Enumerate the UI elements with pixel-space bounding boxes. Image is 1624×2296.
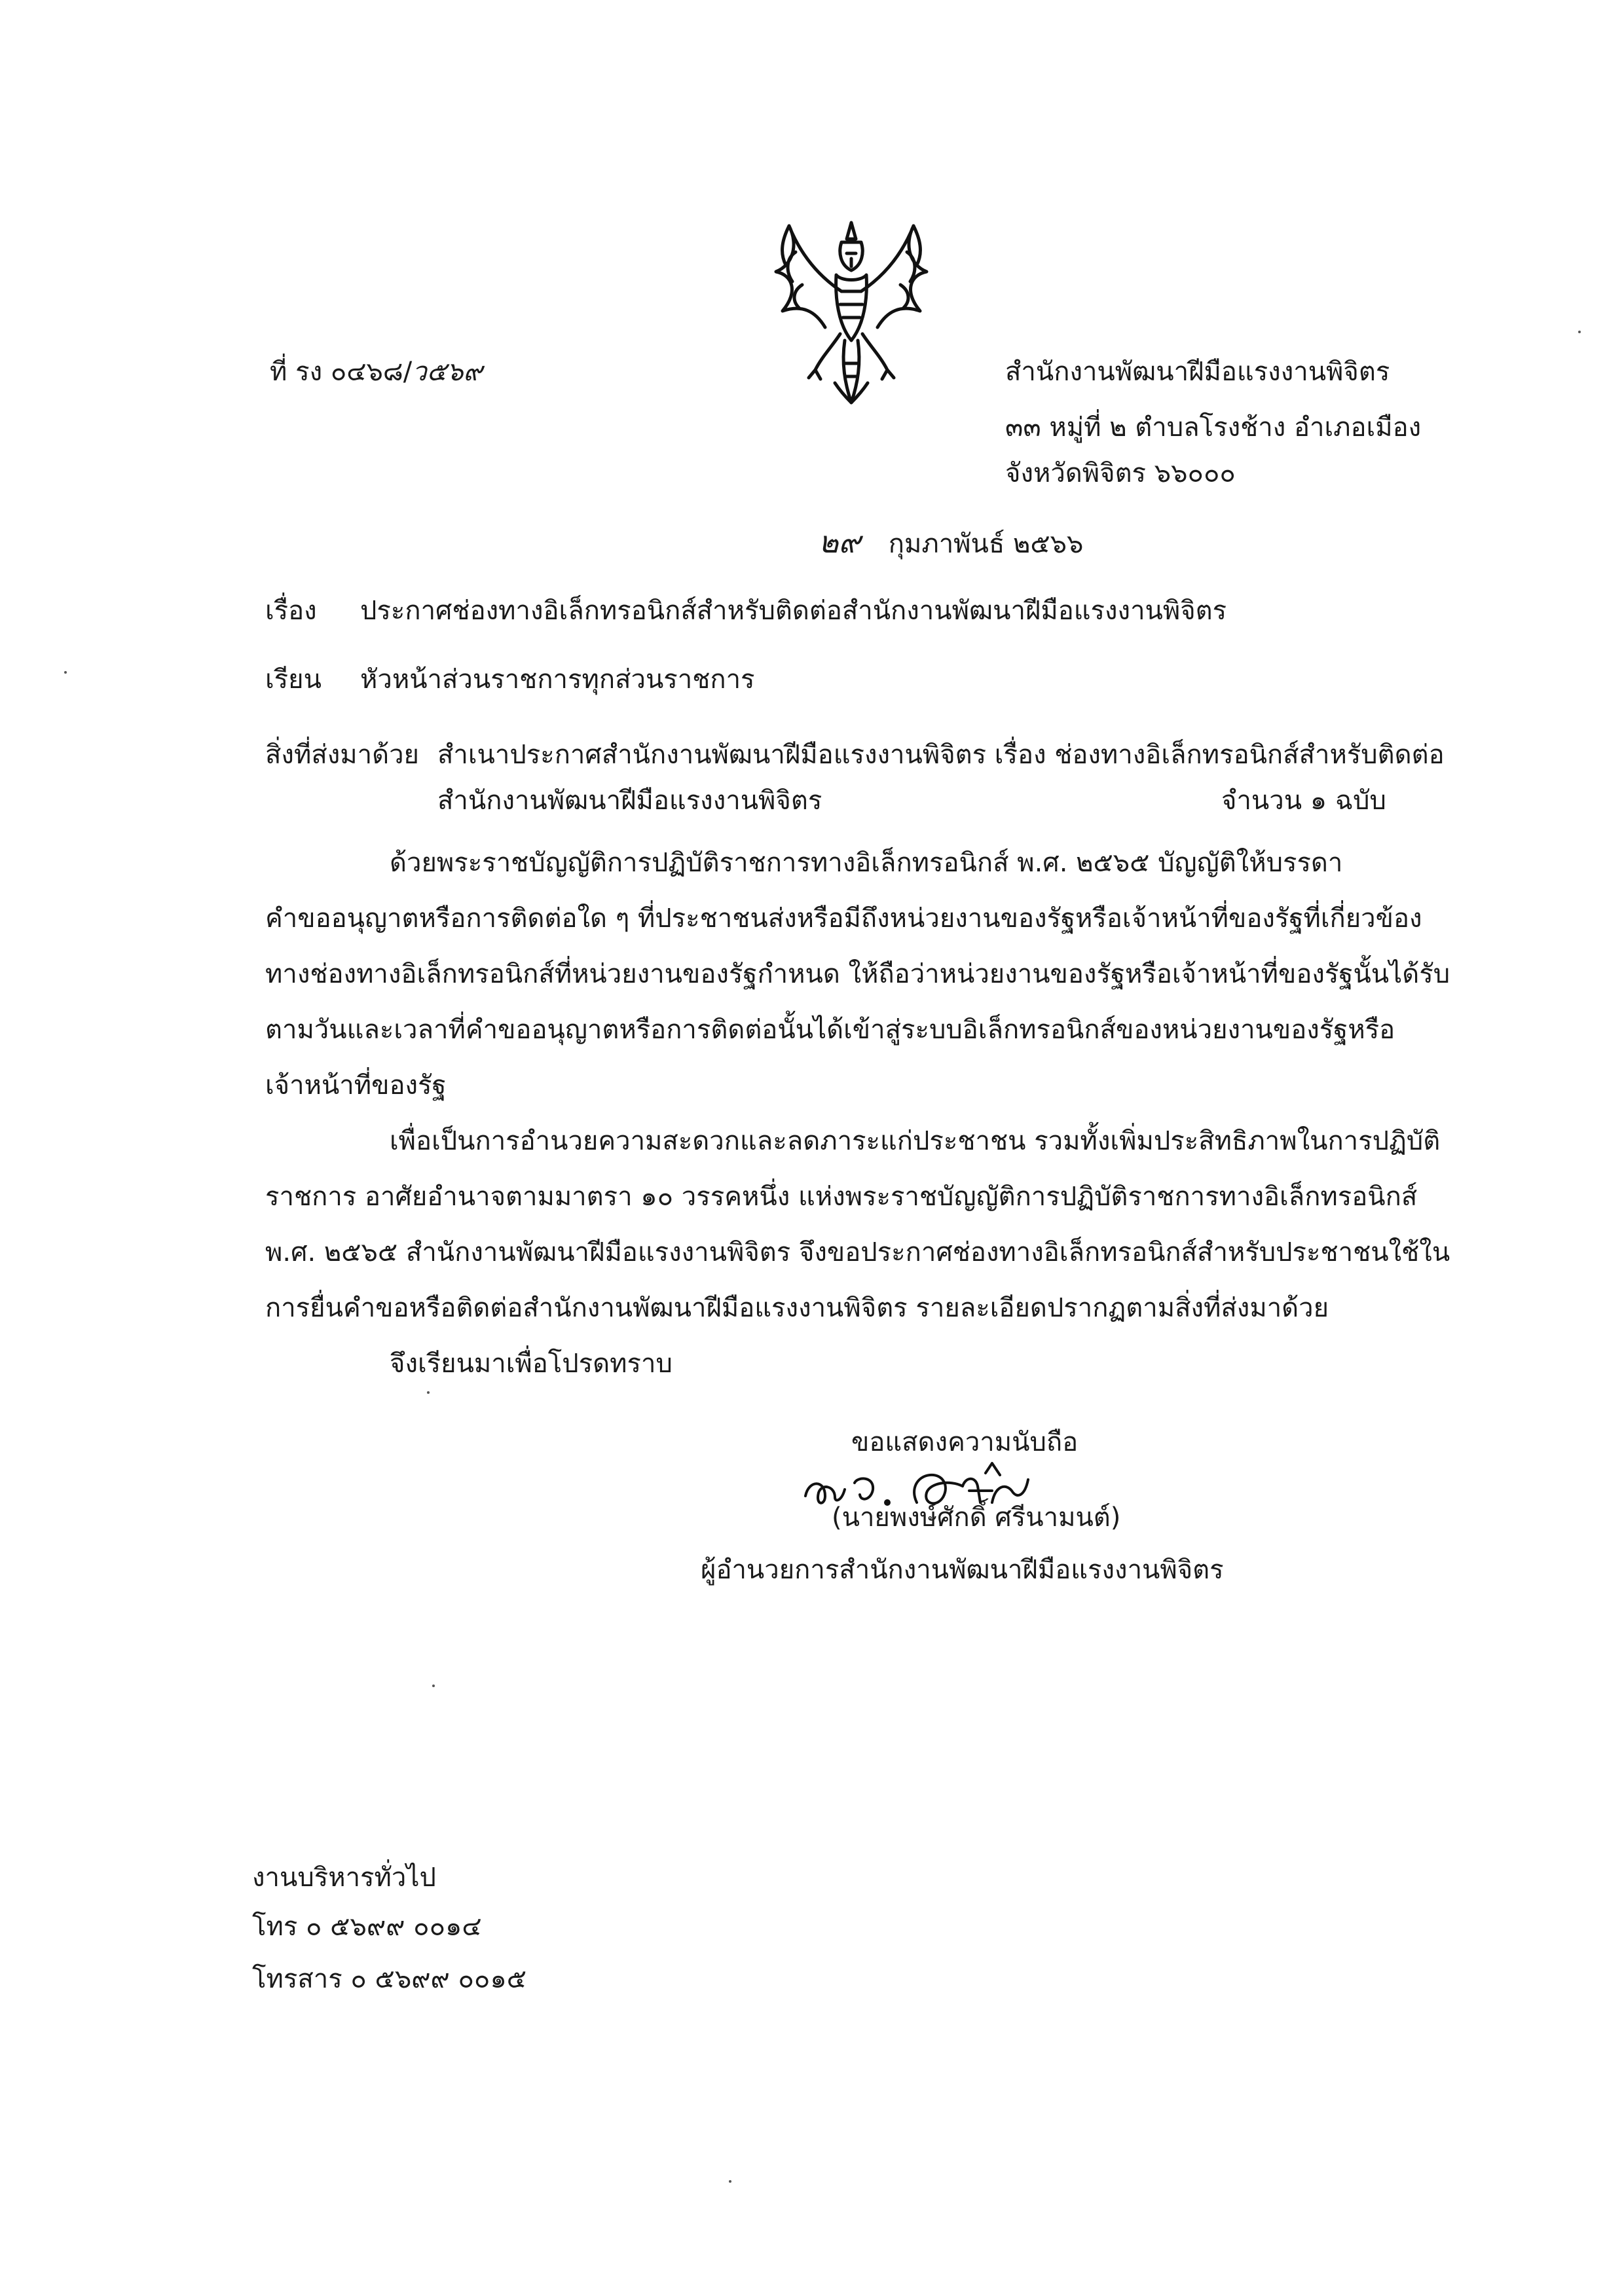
para2-line4: การยื่นคำขอหรือติดต่อสำนักงานพัฒนาฝีมือแรงงานพิจิตร รายละเอียดปรากฏตามสิ่งที่ส่งมาด้วย	[265, 1293, 1329, 1323]
document-number-handwritten: ว๕๖๙	[412, 357, 483, 387]
document-number-prefix: ที่ รง ๐๔๖๘/	[270, 357, 413, 387]
subject-text: ประกาศช่องทางอิเล็กทรอนิกส์สำหรับติดต่อสำนักงานพัฒนาฝีมือแรงงานพิจิตร	[360, 596, 1227, 626]
scan-speck	[432, 1685, 435, 1687]
recipient-label: เรียน	[265, 665, 322, 695]
document-date	[819, 524, 1083, 562]
para1-line2: คำขออนุญาตหรือการติดต่อใด ๆ ที่ประชาชนส่งหรือมีถึงหน่วยงานของรัฐหรือเจ้าหน้าที่ของรัฐที่เกี่ยวข้อง	[265, 903, 1422, 934]
enclosure-label: สิ่งที่ส่งมาด้วย	[265, 740, 419, 770]
para1-line5: เจ้าหน้าที่ของรัฐ	[265, 1070, 447, 1101]
scan-speck	[64, 671, 67, 674]
agency-name: สำนักงานพัฒนาฝีมือแรงงานพิจิตร	[1005, 357, 1390, 387]
enclosure-line1: สำเนาประกาศสำนักงานพัฒนาฝีมือแรงงานพิจิตร เรื่อง ช่องทางอิเล็กทรอนิกส์สำหรับติดต่อ	[437, 740, 1445, 770]
para1-line1: ด้วยพระราชบัญญัติการปฏิบัติราชการทางอิเล็กทรอนิกส์ พ.ศ. ๒๕๖๕ บัญญัติให้บรรดา	[390, 848, 1343, 878]
footer-department: งานบริหารทั่วไป	[252, 1863, 436, 1893]
subject-label: เรื่อง	[265, 596, 317, 626]
para2-line1: เพื่อเป็นการอำนวยความสะดวกและลดภาระแก่ประชาชน รวมทั้งเพิ่มประสิทธิภาพในการปฏิบัติ	[390, 1126, 1441, 1156]
date-month-year: กุมภาพันธ์ ๒๕๖๖	[888, 529, 1084, 559]
signatory-position: ผู้อำนวยการสำนักงานพัฒนาฝีมือแรงงานพิจิตร	[701, 1555, 1224, 1585]
para1-line4: ตามวันและเวลาที่คำขออนุญาตหรือการติดต่อนั้นได้เข้าสู่ระบบอิเล็กทรอนิกส์ของหน่วยงานของรัฐหรือ	[265, 1015, 1395, 1045]
garuda-emblem	[763, 213, 940, 409]
footer-fax: โทรสาร ๐ ๕๖๙๙ ๐๐๑๕	[252, 1964, 527, 1994]
enclosure-line2: สำนักงานพัฒนาฝีมือแรงงานพิจิตร	[437, 786, 822, 816]
scan-speck	[427, 1391, 430, 1394]
scan-speck	[729, 2180, 731, 2183]
para2-line3: พ.ศ. ๒๕๖๕ สำนักงานพัฒนาฝีมือแรงงานพิจิตร จึงขอประกาศช่องทางอิเล็กทรอนิกส์สำหรับประชาชนใช้ใน	[265, 1237, 1450, 1267]
footer-phone: โทร ๐ ๕๖๙๙ ๐๐๑๔	[252, 1912, 482, 1942]
closing-line: จึงเรียนมาเพื่อโปรดทราบ	[390, 1349, 673, 1379]
document-number	[270, 354, 483, 390]
signatory-name: (นายพงษ์ศักดิ์ ศรีนามนต์)	[832, 1503, 1121, 1533]
scan-speck	[1578, 331, 1581, 333]
salutation: ขอแสดงความนับถือ	[851, 1427, 1079, 1457]
agency-address-line1: ๓๓ หมู่ที่ ๒ ตำบลโรงช้าง อำเภอเมือง	[1005, 412, 1422, 443]
date-day-handwritten: ๒๙	[819, 524, 861, 560]
enclosure-count: จำนวน ๑ ฉบับ	[1221, 786, 1386, 816]
recipient-text: หัวหน้าส่วนราชการทุกส่วนราชการ	[360, 665, 755, 695]
agency-address-line2: จังหวัดพิจิตร ๖๖๐๐๐	[1005, 458, 1236, 488]
para2-line2: ราชการ อาศัยอำนาจตามมาตรา ๑๐ วรรคหนึ่ง แห่งพระราชบัญญัติการปฏิบัติราชการทางอิเล็กทรอนิกส์	[265, 1182, 1418, 1212]
para1-line3: ทางช่องทางอิเล็กทรอนิกส์ที่หน่วยงานของรัฐกำหนด ให้ถือว่าหน่วยงานของรัฐหรือเจ้าหน้าที่ของรัฐนั้นได้รับ	[265, 959, 1450, 989]
